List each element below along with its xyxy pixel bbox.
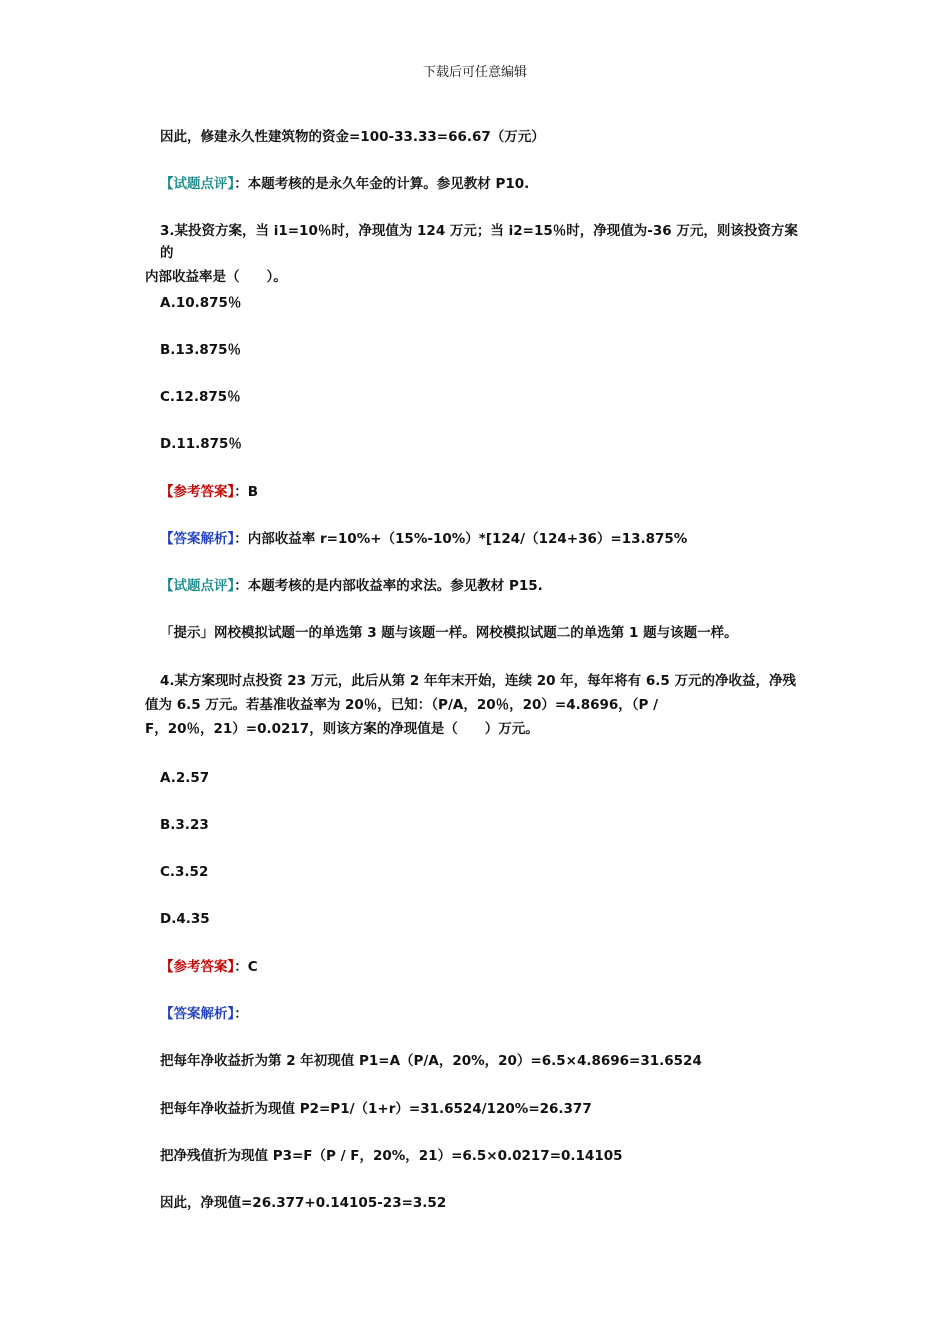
review-line-1 (160, 173, 820, 195)
q4-step-1: 把每年净收益折为第 2 年初现值 P1=A（P/A，20%，20）=6.5×4.8696=31.6524 (160, 1053, 702, 1069)
q4-option-b: B.3.23 (160, 817, 209, 833)
review-text: ：本题考核的是永久年金的计算。参见教材 P10. (234, 176, 530, 192)
q3-tip-line: 「提示」网校模拟试题一的单选第 3 题与该题一样。网校模拟试题二的单选第 1 题与该题一样。 (160, 625, 738, 641)
question-3 (145, 220, 805, 288)
analysis-text: ： (234, 1006, 248, 1022)
analysis-text: ：内部收益率 r=10%+（15%-10%）*[124/（124+36）=13.875% (234, 531, 688, 547)
q4-option-c: C.3.52 (160, 864, 209, 880)
q3-option-c: C.12.875％ (160, 389, 241, 405)
q3-option-a: A.10.875％ (160, 295, 242, 311)
review-text: ：本题考核的是内部收益率的求法。参见教材 P15. (234, 578, 543, 594)
question-3-stem-line-2: 内部收益率是（ ）。 (145, 269, 287, 285)
question-4-stem-line-1: 4.某方案现时点投资 23 万元，此后从第 2 年年末开始，连续 20 年，每年将有 6.5 万元的净收益，净残 (160, 673, 797, 689)
answer-tag: 【参考答案】 (160, 959, 235, 975)
question-4-stem-line-3: F，20％，21）=0.0217，则该方案的净现值是（ ）万元。 (145, 721, 539, 737)
q4-answer-line (160, 956, 820, 978)
q3-option-b: B.13.875％ (160, 342, 242, 358)
q4-option-a: A.2.57 (160, 770, 210, 786)
q3-answer-line (160, 481, 820, 503)
answer-tag: 【参考答案】 (160, 484, 235, 500)
q3-analysis-line (160, 528, 820, 550)
q4-option-d: D.4.35 (160, 911, 210, 927)
q4-analysis-line (160, 1003, 820, 1025)
question-4 (145, 670, 805, 740)
analysis-tag: 【答案解析】 (160, 1006, 235, 1022)
fund-result-line: 因此，修建永久性建筑物的资金=100-33.33=66.67（万元） (160, 129, 545, 145)
q4-step-2: 把每年净收益折为现值 P2=P1/（1+r）=31.6524/120%=26.377 (160, 1101, 592, 1117)
q4-step-3: 把净残值折为现值 P3=F（P / F，20%，21）=6.5×0.0217=0.14105 (160, 1148, 623, 1164)
answer-text: ：B (234, 484, 259, 500)
answer-text: ：C (234, 959, 258, 975)
review-tag: 【试题点评】 (160, 176, 235, 192)
page-header: 下载后可任意编辑 (422, 65, 527, 80)
question-4-stem-line-2: 值为 6.5 万元。若基准收益率为 20％，已知：（P/A，20％，20）=4.8696，（P / (145, 697, 659, 713)
analysis-tag: 【答案解析】 (160, 531, 235, 547)
q3-review-line (160, 575, 820, 597)
review-tag: 【试题点评】 (160, 578, 235, 594)
q4-step-4: 因此，净现值=26.377+0.14105-23=3.52 (160, 1195, 447, 1211)
question-3-stem-line-1: 3.某投资方案，当 i1=10％时，净现值为 124 万元；当 i2=15％时，净现值为-36 万元，则该投资方案的 (160, 223, 798, 261)
q3-option-d: D.11.875％ (160, 436, 242, 452)
